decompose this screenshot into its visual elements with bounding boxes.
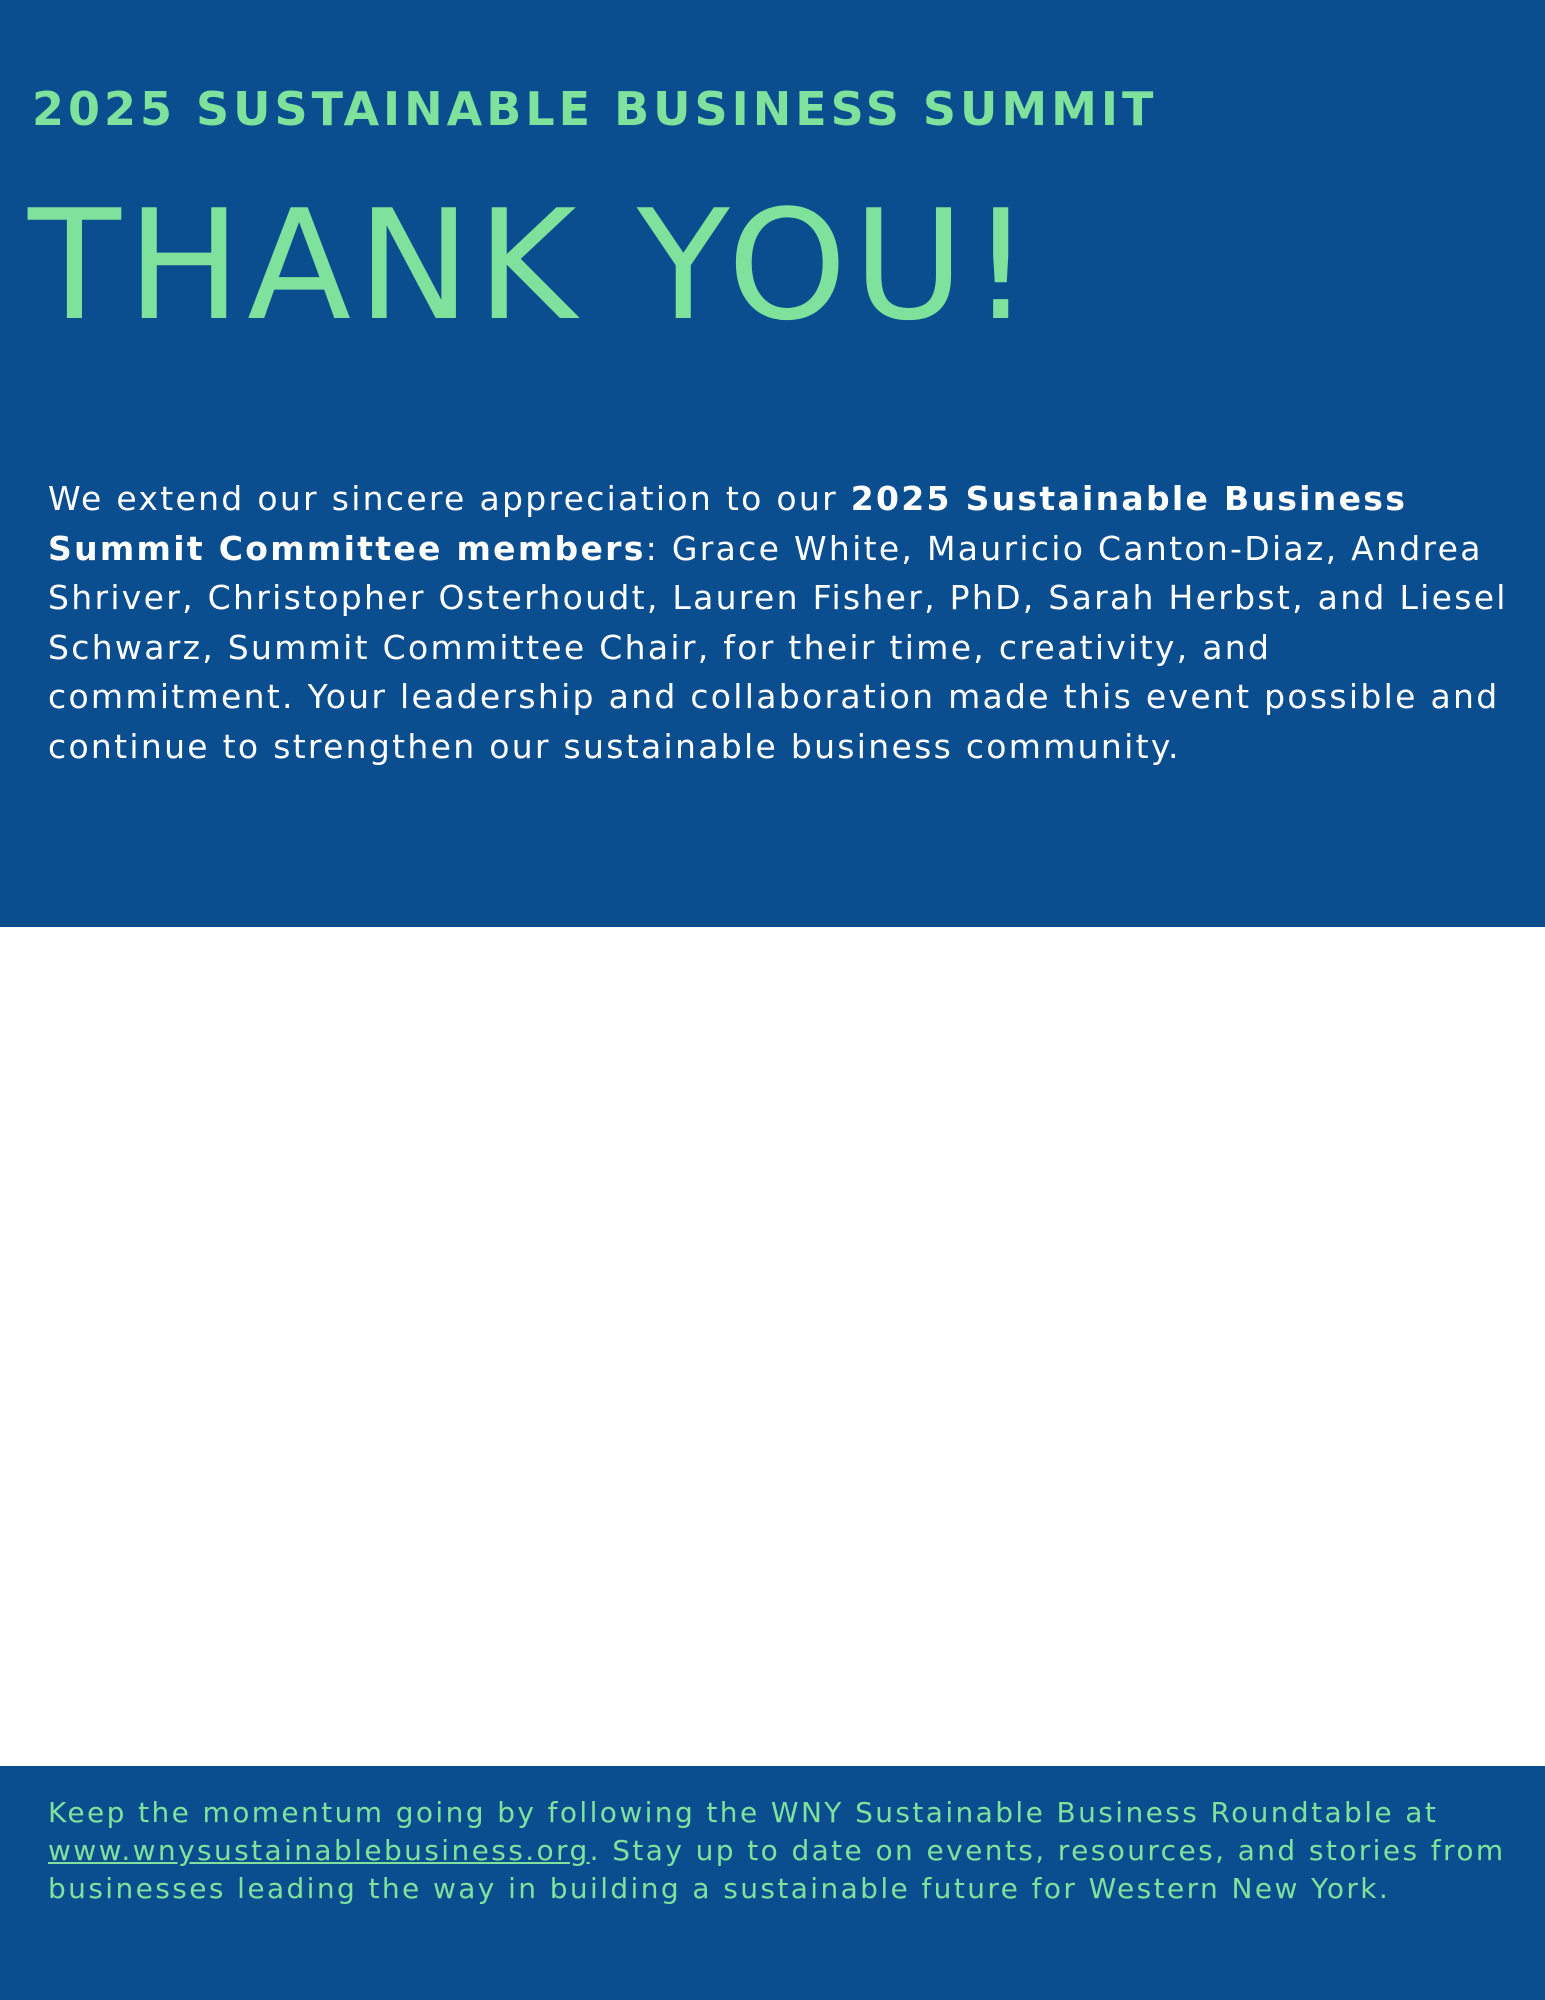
appreciation-intro: We extend our sincere appreciation to our <box>48 479 851 518</box>
footer-text-before-link: Keep the momentum going by following the WNY Sustainable Business Roundtable at <box>48 1796 1439 1829</box>
top-banner-panel <box>0 0 1545 927</box>
footer-paragraph <box>48 1794 1518 1908</box>
event-title: 2025 SUSTAINABLE BUSINESS SUMMIT <box>32 82 1158 136</box>
committee-members-text: : Grace White, Mauricio Canton-Diaz, Andrea Shriver, Christopher Osterhoudt, Lauren Fisher, PhD, Sarah Herbst, and Liesel Schwarz, Summit Committee Chair, for their time, creativity, and commitment. Your leadership and collaboration made this event possible and continue to strengthen our sustainable business community. <box>48 528 1508 766</box>
website-link[interactable]: www.wnysustainablebusiness.org <box>48 1834 590 1867</box>
appreciation-paragraph <box>48 474 1518 771</box>
committee-bold-text: 2025 Sustainable Business Summit Committee members <box>48 479 1408 568</box>
thank-you-heading: THANK YOU! <box>28 177 1038 354</box>
footer-text-after-link: . Stay up to date on events, resources, and stories from businesses leading the way in building a sustainable future for Western New York. <box>48 1834 1506 1905</box>
